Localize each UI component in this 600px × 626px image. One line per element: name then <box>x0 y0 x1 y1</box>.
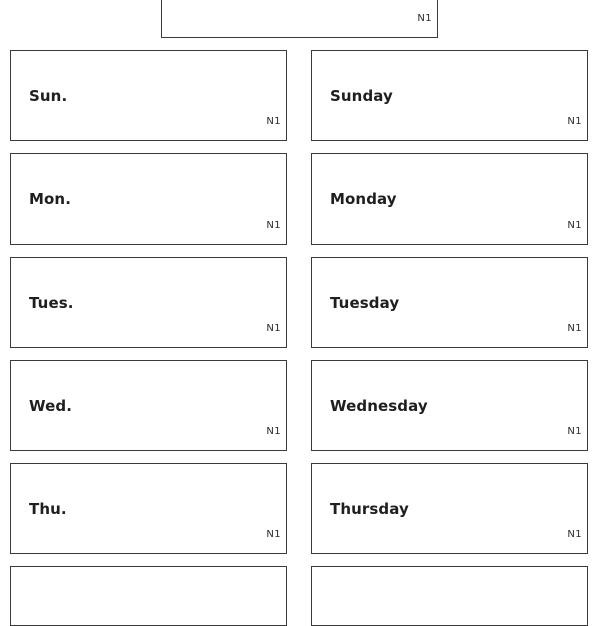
card-tag: N1 <box>266 116 281 127</box>
card-label: Thu. <box>29 500 67 518</box>
card-label: Tues. <box>29 294 74 312</box>
card-label: Monday <box>330 190 397 208</box>
card-label: Sun. <box>29 87 68 105</box>
card-full-wednesday <box>311 360 588 451</box>
card-label: Mon. <box>29 190 72 208</box>
card-tag: N1 <box>266 529 281 540</box>
card-label: Wed. <box>29 397 73 415</box>
card-abbr-monday <box>10 153 287 245</box>
card-full-sunday <box>311 50 588 141</box>
card-tag: N1 <box>417 13 432 24</box>
card-tag: N1 <box>266 426 281 437</box>
card-tag: N1 <box>567 323 582 334</box>
card-tag: N1 <box>567 426 582 437</box>
card-label: Sunday <box>330 87 393 105</box>
card-abbr-sunday <box>10 50 287 141</box>
card-tag: N1 <box>567 529 582 540</box>
card-full-monday <box>311 153 588 245</box>
card-label: Wednesday <box>330 397 428 415</box>
card-label: Tuesday <box>330 294 400 312</box>
card-abbr-wednesday <box>10 360 287 451</box>
card-label: Thursday <box>330 500 409 518</box>
card-tag: N1 <box>567 220 582 231</box>
header-card <box>161 0 438 38</box>
card-tag: N1 <box>266 220 281 231</box>
card-full-tuesday <box>311 257 588 348</box>
card-tag: N1 <box>266 323 281 334</box>
card-abbr-partial <box>10 566 287 626</box>
card-tag: N1 <box>567 116 582 127</box>
card-abbr-thursday <box>10 463 287 554</box>
card-full-thursday <box>311 463 588 554</box>
card-full-partial <box>311 566 588 626</box>
card-abbr-tuesday <box>10 257 287 348</box>
